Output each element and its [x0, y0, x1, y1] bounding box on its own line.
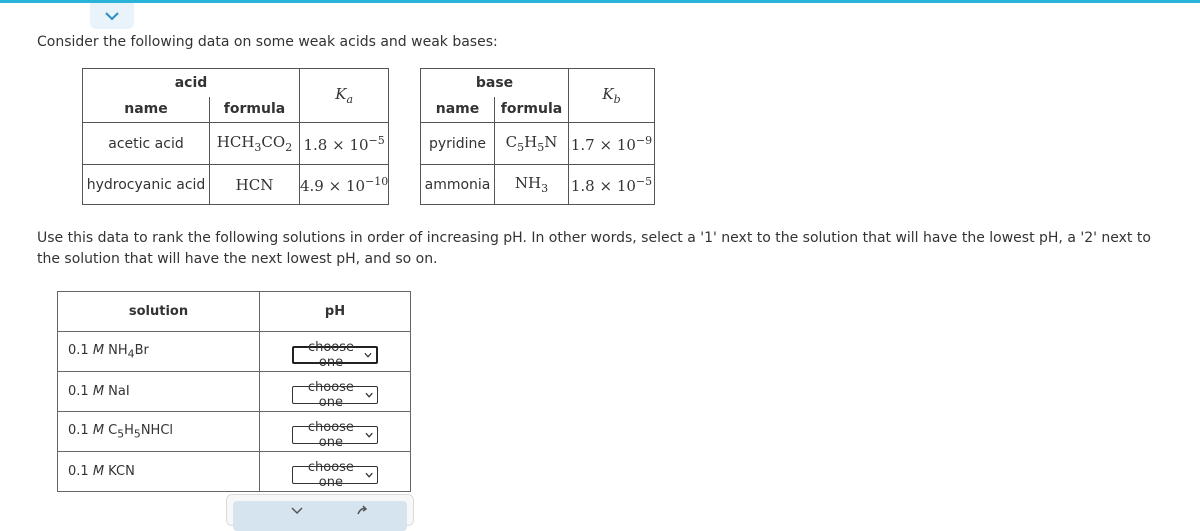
base-group-header: base — [421, 69, 569, 97]
table-row — [58, 412, 411, 452]
kb-value: $1.8 \times 10^{-5}$ — [569, 165, 655, 205]
chevron-down-icon — [104, 11, 120, 21]
chevron-down-icon — [365, 432, 373, 438]
table-row — [421, 123, 655, 165]
top-accent-bar — [0, 0, 1200, 3]
ph-select[interactable]: choose one — [292, 466, 378, 484]
kb-value: $1.7 \times 10^{-9}$ — [569, 123, 655, 165]
ph-cell — [260, 452, 411, 492]
acid-name-header: name — [83, 97, 210, 123]
base-table — [420, 68, 655, 205]
acid-table — [82, 68, 389, 205]
base-formula: $C_5H_5N$ — [495, 123, 569, 165]
ph-cell — [260, 332, 411, 372]
solution-label: 0.1 M NaI — [58, 372, 260, 412]
ph-header: pH — [260, 292, 411, 332]
ka-value: $4.9 \times 10^{-10}$ — [300, 165, 389, 205]
solution-label: 0.1 M $NH_4Br$ — [58, 332, 260, 372]
table-row — [83, 123, 389, 165]
ph-select[interactable]: choose one — [292, 426, 378, 444]
table-row — [58, 372, 411, 412]
base-name-header: name — [421, 97, 495, 123]
chevron-down-icon — [365, 392, 373, 398]
acid-formula: $HCH_3CO_2$ — [210, 123, 300, 165]
ph-cell — [260, 412, 411, 452]
table-row — [58, 452, 411, 492]
solution-label: 0.1 M $C_5H_5NHCl$ — [58, 412, 260, 452]
ph-select[interactable]: choose one — [292, 346, 378, 364]
acid-name: acetic acid — [83, 123, 210, 165]
question-prompt: Consider the following data on some weak acids and weak bases: — [37, 34, 498, 50]
ph-cell — [260, 372, 411, 412]
ka-header: $K_a$ — [300, 69, 389, 123]
ph-select[interactable]: choose one — [292, 386, 378, 404]
acid-group-header: acid — [83, 69, 300, 97]
answer-toolbar-inner — [233, 501, 407, 531]
base-name: ammonia — [421, 165, 495, 205]
ka-value: $1.8 \times 10^{-5}$ — [300, 123, 389, 165]
base-formula: $NH_3$ — [495, 165, 569, 205]
acid-name: hydrocyanic acid — [83, 165, 210, 205]
chevron-down-icon — [365, 472, 373, 478]
base-name: pyridine — [421, 123, 495, 165]
chevron-down-icon — [364, 352, 372, 358]
answer-toolbar — [226, 494, 414, 526]
acid-formula: HCN — [210, 165, 300, 205]
solution-header: solution — [58, 292, 260, 332]
table-row — [58, 332, 411, 372]
instructions: Use this data to rank the following solutions in order of increasing pH. In other words, select a '1' next to the solution that will have the lowest pH, a '2' next to the solution that will have the next lowest pH, and so on. — [37, 230, 1151, 267]
acid-formula-header: formula — [210, 97, 300, 123]
close-icon[interactable] — [291, 507, 303, 515]
base-formula-header: formula — [495, 97, 569, 123]
table-row — [421, 165, 655, 205]
collapse-button[interactable] — [90, 3, 134, 29]
undo-icon[interactable] — [355, 505, 369, 515]
kb-header: $K_b$ — [569, 69, 655, 123]
solutions-table — [57, 291, 411, 492]
solution-label: 0.1 M KCN — [58, 452, 260, 492]
table-row — [83, 165, 389, 205]
